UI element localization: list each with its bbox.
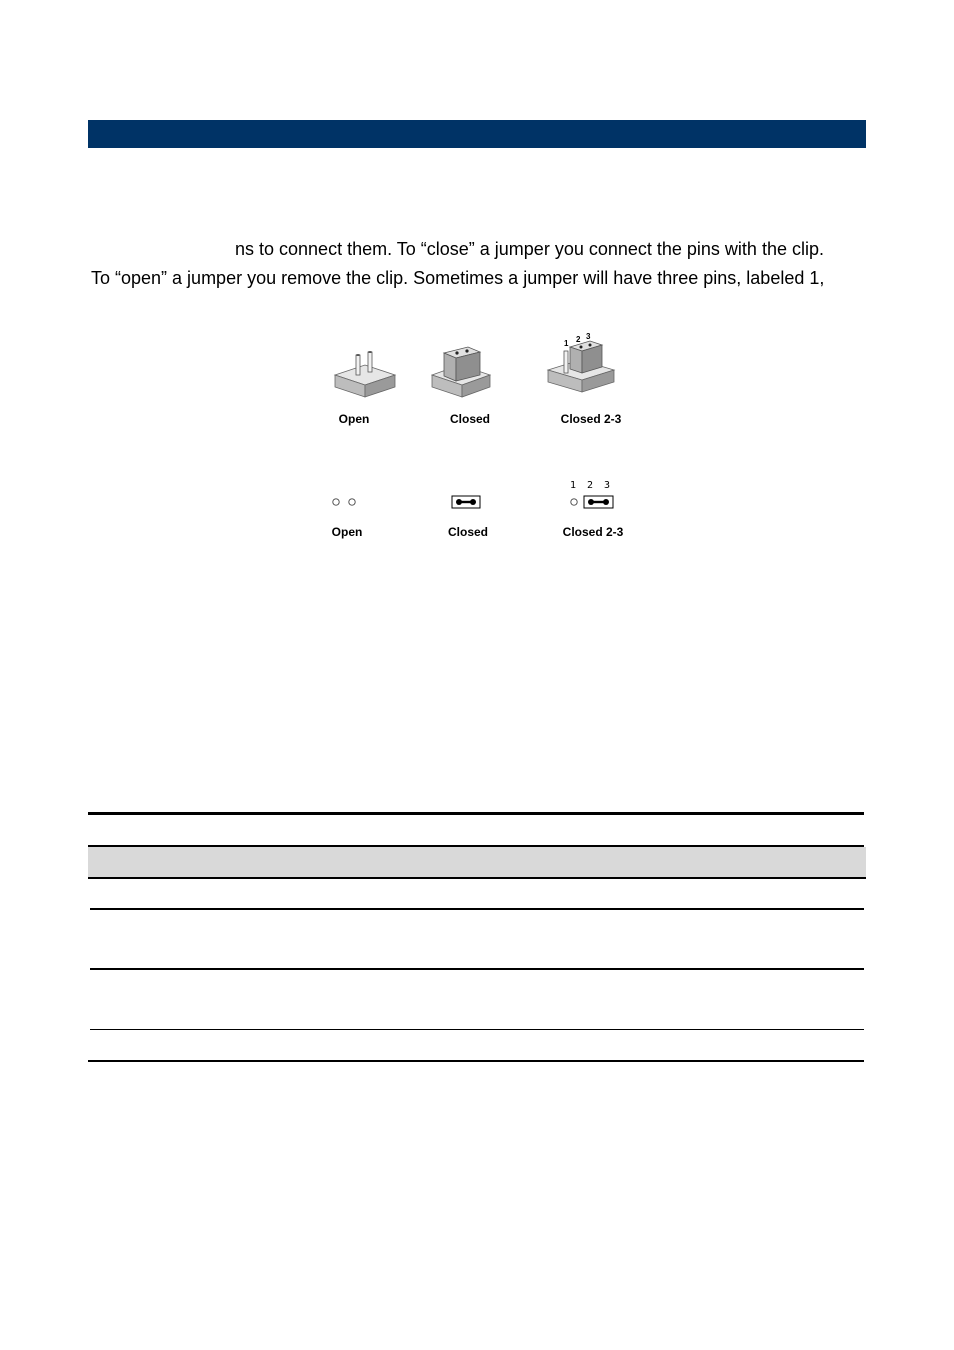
caption-closed-2-3-schematic: Closed 2-3 bbox=[562, 525, 624, 539]
table-row-3-rule bbox=[90, 1029, 864, 1030]
closed-jumper-3d-icon bbox=[432, 347, 490, 397]
table-bottom-rule bbox=[88, 1060, 864, 1062]
pin-number-1-schematic: 1 bbox=[570, 480, 577, 491]
open-jumper-3d-icon bbox=[335, 351, 395, 397]
caption-closed-2-3-3d: Closed 2-3 bbox=[560, 412, 622, 426]
pin-number-1-3d: 1 bbox=[564, 339, 569, 348]
caption-closed-schematic: Closed bbox=[447, 525, 489, 539]
table-header-top-rule bbox=[88, 845, 864, 847]
table-header-bottom-rule bbox=[88, 877, 866, 879]
table-top-rule bbox=[88, 812, 864, 815]
caption-open-3d: Open bbox=[338, 412, 370, 426]
table-row-2-rule bbox=[90, 968, 864, 970]
paragraph-line-2: To “open” a jumper you remove the clip. Sometimes a jumper will have three pins, labeled 1, bbox=[91, 268, 825, 288]
jumper-table bbox=[88, 812, 866, 1062]
closed-2-3-jumper-3d-icon bbox=[548, 341, 614, 392]
pin-number-2-3d: 2 bbox=[576, 335, 581, 344]
jumper-figure bbox=[320, 325, 640, 550]
open-jumper-schematic-icon bbox=[333, 499, 355, 505]
paragraph-line-1: ns to connect them. To “close” a jumper you connect the pins with the clip. bbox=[235, 239, 824, 259]
closed-jumper-schematic-icon bbox=[452, 496, 480, 508]
caption-closed-3d: Closed bbox=[449, 412, 491, 426]
pin-number-2-schematic: 2 bbox=[587, 480, 594, 491]
jumper-illustration bbox=[320, 325, 640, 550]
table-header-row bbox=[88, 847, 866, 878]
pin-number-3-schematic: 3 bbox=[604, 480, 611, 491]
caption-open-schematic: Open bbox=[331, 525, 363, 539]
table-row-1-rule bbox=[90, 908, 864, 910]
pin-number-3-3d: 3 bbox=[586, 332, 591, 341]
section-header-bar bbox=[88, 120, 866, 148]
closed-2-3-jumper-schematic-icon bbox=[571, 496, 613, 508]
